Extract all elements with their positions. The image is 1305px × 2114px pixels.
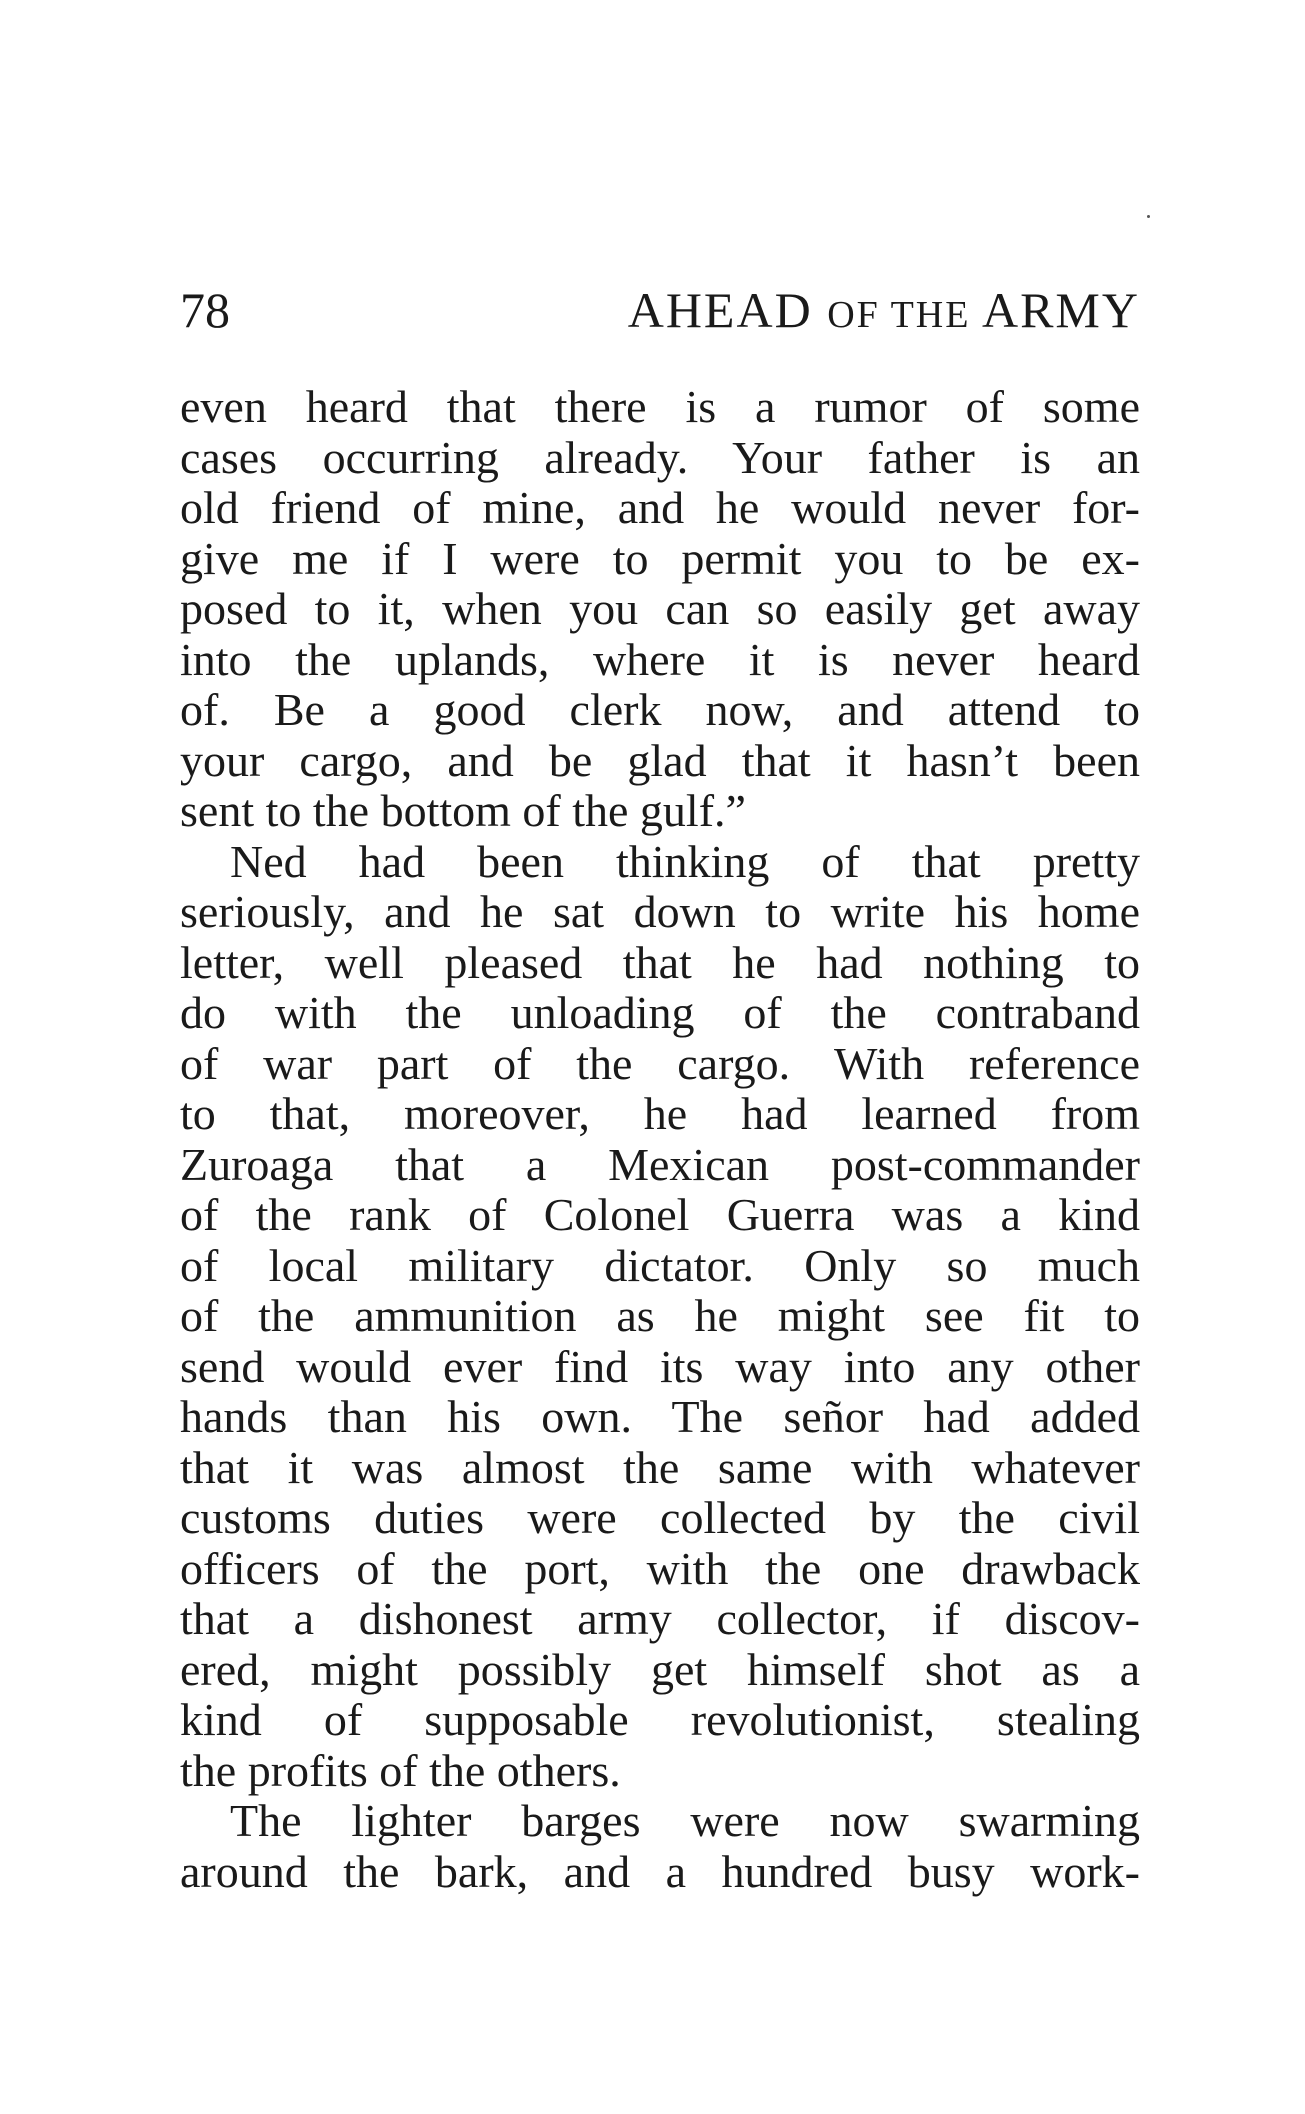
text-line: to that, moreover, he had learned from bbox=[180, 1088, 1140, 1139]
text-line: the profits of the others. bbox=[180, 1744, 621, 1796]
text-line: posed to it, when you can so easily get away bbox=[180, 583, 1140, 634]
text-line: hands than his own. The señor had added bbox=[180, 1391, 1140, 1442]
body-text bbox=[180, 382, 1140, 1897]
text-line: Zuroaga that a Mexican post-commander bbox=[180, 1138, 1140, 1190]
running-title-part2: OF THE bbox=[827, 294, 982, 336]
text-line: kind of supposable revolutionist, stealing bbox=[180, 1694, 1140, 1745]
text-line: even heard that there is a rumor of some bbox=[180, 381, 1140, 432]
text-line: customs duties were collected by the civil bbox=[180, 1492, 1140, 1543]
text-line: around the bark, and a hundred busy work- bbox=[180, 1845, 1140, 1897]
text-line: that a dishonest army collector, if discov- bbox=[180, 1593, 1140, 1644]
text-line: seriously, and he sat down to write his home bbox=[180, 886, 1140, 937]
text-line: do with the unloading of the contraband bbox=[180, 987, 1140, 1038]
text-line: that it was almost the same with whatever bbox=[180, 1441, 1140, 1493]
text-line: officers of the port, with the one drawback bbox=[180, 1542, 1140, 1594]
text-line: old friend of mine, and he would never for- bbox=[180, 482, 1140, 533]
text-line: send would ever find its way into any other bbox=[180, 1340, 1140, 1392]
text-line: of. Be a good clerk now, and attend to bbox=[180, 684, 1140, 735]
text-line: cases occurring already. Your father is an bbox=[180, 431, 1140, 483]
print-speck bbox=[1147, 215, 1150, 218]
text-line: sent to the bottom of the gulf.” bbox=[180, 785, 746, 836]
text-line: give me if I were to permit you to be ex- bbox=[180, 532, 1140, 584]
text-line: of local military dictator. Only so much bbox=[180, 1239, 1140, 1291]
text-line: Ned had been thinking of that pretty bbox=[230, 835, 1140, 887]
page-number: 78 bbox=[180, 282, 230, 338]
text-line: letter, well pleased that he had nothing to bbox=[180, 936, 1140, 988]
text-line: ered, might possibly get himself shot as a bbox=[180, 1643, 1140, 1695]
running-title bbox=[628, 280, 1140, 345]
running-header bbox=[180, 280, 1140, 340]
text-line: into the uplands, where it is never heard bbox=[180, 633, 1140, 685]
text-line: of the rank of Colonel Guerra was a kind bbox=[180, 1189, 1140, 1240]
running-title-part1: AHEAD bbox=[627, 282, 828, 338]
text-line: The lighter barges were now swarming bbox=[230, 1795, 1140, 1846]
running-title-part3: ARMY bbox=[981, 282, 1140, 338]
text-line: your cargo, and be glad that it hasn’t been bbox=[180, 734, 1140, 786]
text-line: of the ammunition as he might see fit to bbox=[180, 1290, 1140, 1341]
text-line: of war part of the cargo. With reference bbox=[180, 1037, 1140, 1089]
